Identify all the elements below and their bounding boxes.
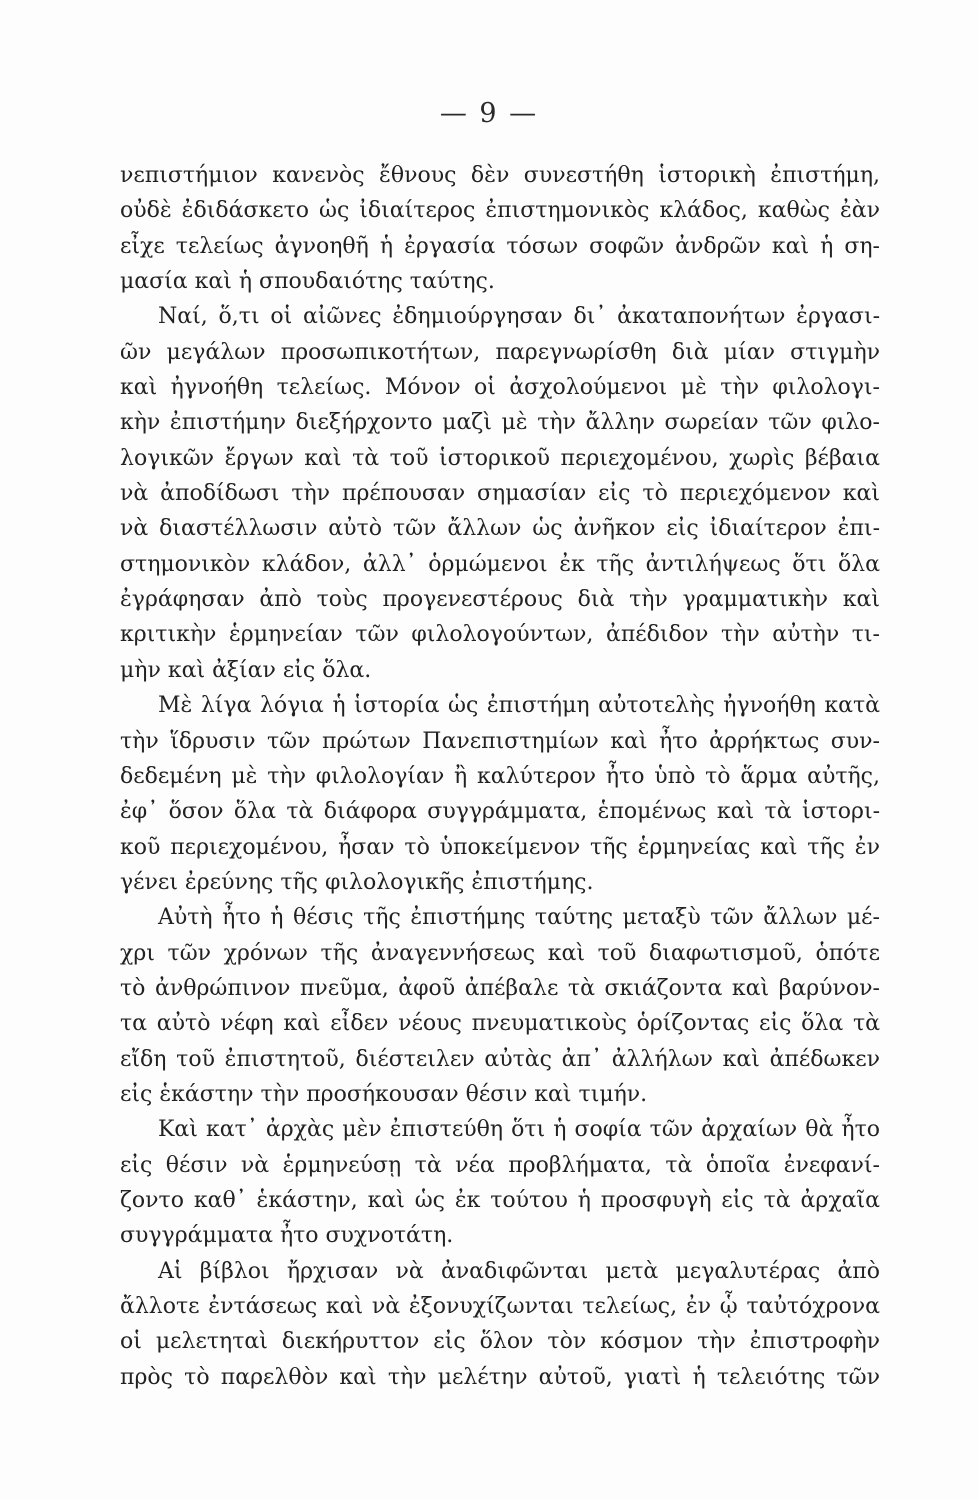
text-line: ζοντο καθ᾿ ἑκάστην, καὶ ὡς ἐκ τούτου ἡ προσφυγὴ εἰς τὰ ἀρχαῖα [120, 1187, 880, 1213]
text-line: κὴν ἐπιστήμην διεξήρχοντο μαζὶ μὲ τὴν ἄλλην σωρείαν τῶν φιλο- [120, 410, 880, 436]
text-line: εἶχε τελείως ἀγνοηθῆ ἡ ἐργασία τόσων σοφῶν ἀνδρῶν καὶ ἡ ση- [120, 233, 880, 259]
body-text [120, 158, 880, 1395]
text-line: εἰς θέσιν νὰ ἑρμηνεύσῃ τὰ νέα προβλήματα, τὰ ὁποῖα ἐνεφανί- [120, 1152, 880, 1178]
text-line: τὸ ἀνθρώπινον πνεῦμα, ἀφοῦ ἀπέβαλε τὰ σκιάζοντα καὶ βαρύνον- [120, 975, 880, 1001]
text-line: εἴδη τοῦ ἐπιστητοῦ, διέστειλεν αὐτὰς ἀπ᾿ ἀλλήλων καὶ ἀπέδωκεν [120, 1046, 880, 1072]
text-line: νεπιστήμιον κανενὸς ἔθνους δὲν συνεστήθη ἱστορικὴ ἐπιστήμη, [120, 163, 880, 188]
text-line: καὶ ἠγνοήθη τελείως. Μόνον οἱ ἀσχολούμενοι μὲ τὴν φιλολογι- [120, 375, 880, 401]
text-line: οἱ μελετηταὶ διεκήρυττον εἰς ὅλον τὸν κόσμον τὴν ἐπιστροφὴν [120, 1329, 880, 1355]
text-line: εἰς ἑκάστην τὴν προσήκουσαν θέσιν καὶ τιμήν. [120, 1081, 648, 1107]
text-line: τὴν ἵδρυσιν τῶν πρώτων Πανεπιστημίων καὶ ἦτο ἀρρήκτως συν- [120, 728, 880, 754]
text-line: γένει ἐρεύνης τῆς φιλολογικῆς ἐπιστήμης. [120, 869, 594, 895]
text-line: οὐδὲ ἐδιδάσκετο ὡς ἰδιαίτερος ἐπιστημονικὸς κλάδος, καθὼς ἐὰν [120, 198, 880, 224]
text-line: δεδεμένη μὲ τὴν φιλολογίαν ἢ καλύτερον ἦτο ὑπὸ τὸ ἅρμα αὐτῆς, [120, 763, 880, 789]
text-line: λογικῶν ἔργων καὶ τὰ τοῦ ἱστορικοῦ περιεχομένου, χωρὶς βέβαια [120, 445, 880, 471]
text-line: ἄλλοτε ἐντάσεως καὶ νὰ ἐξονυχίζωνται τελείως, ἐν ᾧ ταὐτόχρονα [120, 1294, 880, 1319]
text-line: τα αὐτὸ νέφη καὶ εἶδεν νέους πνευματικοὺς ὁρίζοντας εἰς ὅλα τὰ [120, 1011, 880, 1037]
text-line: μασία καὶ ἡ σπουδαιότης ταύτης. [120, 269, 495, 295]
text-line: Αὐτὴ ἦτο ἡ θέσις τῆς ἐπιστήμης ταύτης μεταξὺ τῶν ἄλλων μέ- [158, 905, 880, 931]
text-line: Ναί, ὅ,τι οἱ αἰῶνες ἐδημιούργησαν δι᾿ ἀκαταπονήτων ἐργασι- [158, 304, 880, 330]
text-line: Καὶ κατ᾿ ἀρχὰς μὲν ἐπιστεύθη ὅτι ἡ σοφία τῶν ἀρχαίων θὰ ἦτο [158, 1117, 880, 1143]
text-line: ἐφ᾿ ὅσον ὅλα τὰ διάφορα συγγράμματα, ἑπομένως καὶ τὰ ἱστορι- [120, 799, 880, 825]
text-line: ῶν μεγάλων προσωπικοτήτων, παρεγνωρίσθη διὰ μίαν στιγμὴν [120, 339, 880, 365]
text-line: ἐγράφησαν ἀπὸ τοὺς προγενεστέρους διὰ τὴν γραμματικὴν καὶ [120, 587, 880, 613]
page-number: — 9 — [439, 98, 539, 129]
text-line: συγγράμματα ἦτο συχνοτάτη. [120, 1223, 454, 1249]
text-line: κοῦ περιεχομένου, ἦσαν τὸ ὑποκείμενον τῆς ἑρμηνείας καὶ τῆς ἐν [120, 834, 880, 860]
text-line: στημονικὸν κλάδον, ἀλλ᾿ ὁρμώμενοι ἐκ τῆς ἀντιλήψεως ὅτι ὅλα [120, 551, 880, 577]
text-line: μὴν καὶ ἀξίαν εἰς ὅλα. [120, 657, 372, 683]
text-line: χρι τῶν χρόνων τῆς ἀναγεννήσεως καὶ τοῦ διαφωτισμοῦ, ὁπότε [120, 940, 880, 966]
text-line: νὰ διαστέλλωσιν αὐτὸ τῶν ἄλλων ὡς ἀνῆκον εἰς ἰδιαίτερον ἐπι- [120, 516, 880, 542]
text-line: Μὲ λίγα λόγια ἡ ἱστορία ὡς ἐπιστήμη αὐτοτελὴς ἠγνοήθη κατὰ [158, 693, 880, 719]
text-line: πρὸς τὸ παρελθὸν καὶ τὴν μελέτην αὐτοῦ, γιατὶ ἡ τελειότης τῶν [120, 1364, 880, 1390]
text-line: κριτικὴν ἑρμηνείαν τῶν φιλολογούντων, ἀπέδιδον τὴν αὐτὴν τι- [120, 622, 880, 648]
text-line: νὰ ἀποδίδωσι τὴν πρέπουσαν σημασίαν εἰς τὸ περιεχόμενον καὶ [120, 481, 880, 507]
text-line: Αἱ βίβλοι ἤρχισαν νὰ ἀναδιφῶνται μετὰ μεγαλυτέρας ἀπὸ [158, 1258, 880, 1284]
